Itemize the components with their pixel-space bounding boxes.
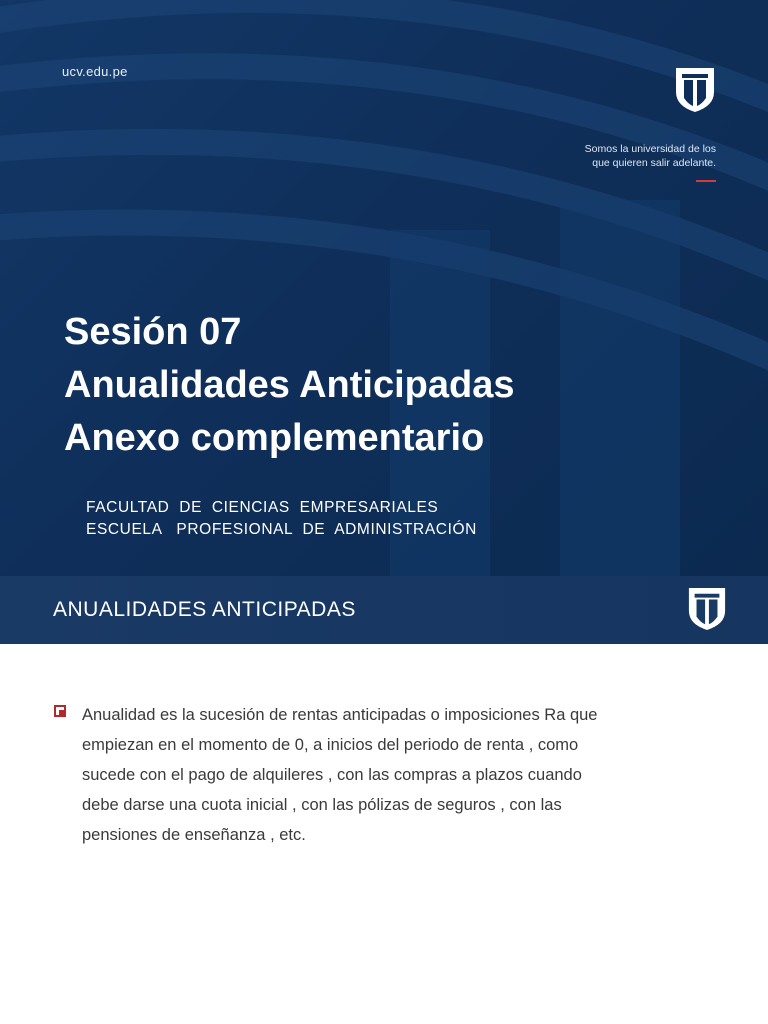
university-shield-icon <box>687 586 727 632</box>
slide-title <box>64 306 514 465</box>
tagline-line: que quieren salir adelante. <box>592 157 716 169</box>
tagline-accent-line <box>696 180 716 182</box>
website-label: ucv.edu.pe <box>62 64 128 79</box>
title-line: Anualidades Anticipadas <box>64 364 515 406</box>
content-slide-title: ANUALIDADES ANTICIPADAS <box>53 598 356 621</box>
content-slide-header <box>0 576 768 644</box>
tagline-line: Somos la universidad de los <box>584 143 716 155</box>
paragraph-line: pensiones de enseñanza , etc. <box>82 826 306 844</box>
title-line: Anexo complementario <box>64 417 485 459</box>
definition-paragraph <box>82 700 702 850</box>
paragraph-line: empiezan en el momento de 0, a inicios del periodo de renta , como <box>82 736 579 754</box>
paragraph-line: debe darse una cuota inicial , con las pólizas de seguros , con las <box>82 796 562 814</box>
faculty-info <box>86 497 477 541</box>
paragraph-line: Anualidad es la sucesión de rentas anticipadas o imposiciones Ra que <box>82 706 598 724</box>
title-line: Sesión 07 <box>64 311 242 353</box>
school-line: ESCUELA PROFESIONAL DE ADMINISTRACIÓN <box>86 521 477 538</box>
paragraph-line: sucede con el pago de alquileres , con las compras a plazos cuando <box>82 766 582 784</box>
checkbox-bullet-icon <box>54 705 66 717</box>
tagline <box>560 142 716 170</box>
university-shield-icon <box>674 66 716 114</box>
faculty-line: FACULTAD DE CIENCIAS EMPRESARIALES <box>86 499 439 516</box>
content-slide-body <box>0 644 768 1024</box>
